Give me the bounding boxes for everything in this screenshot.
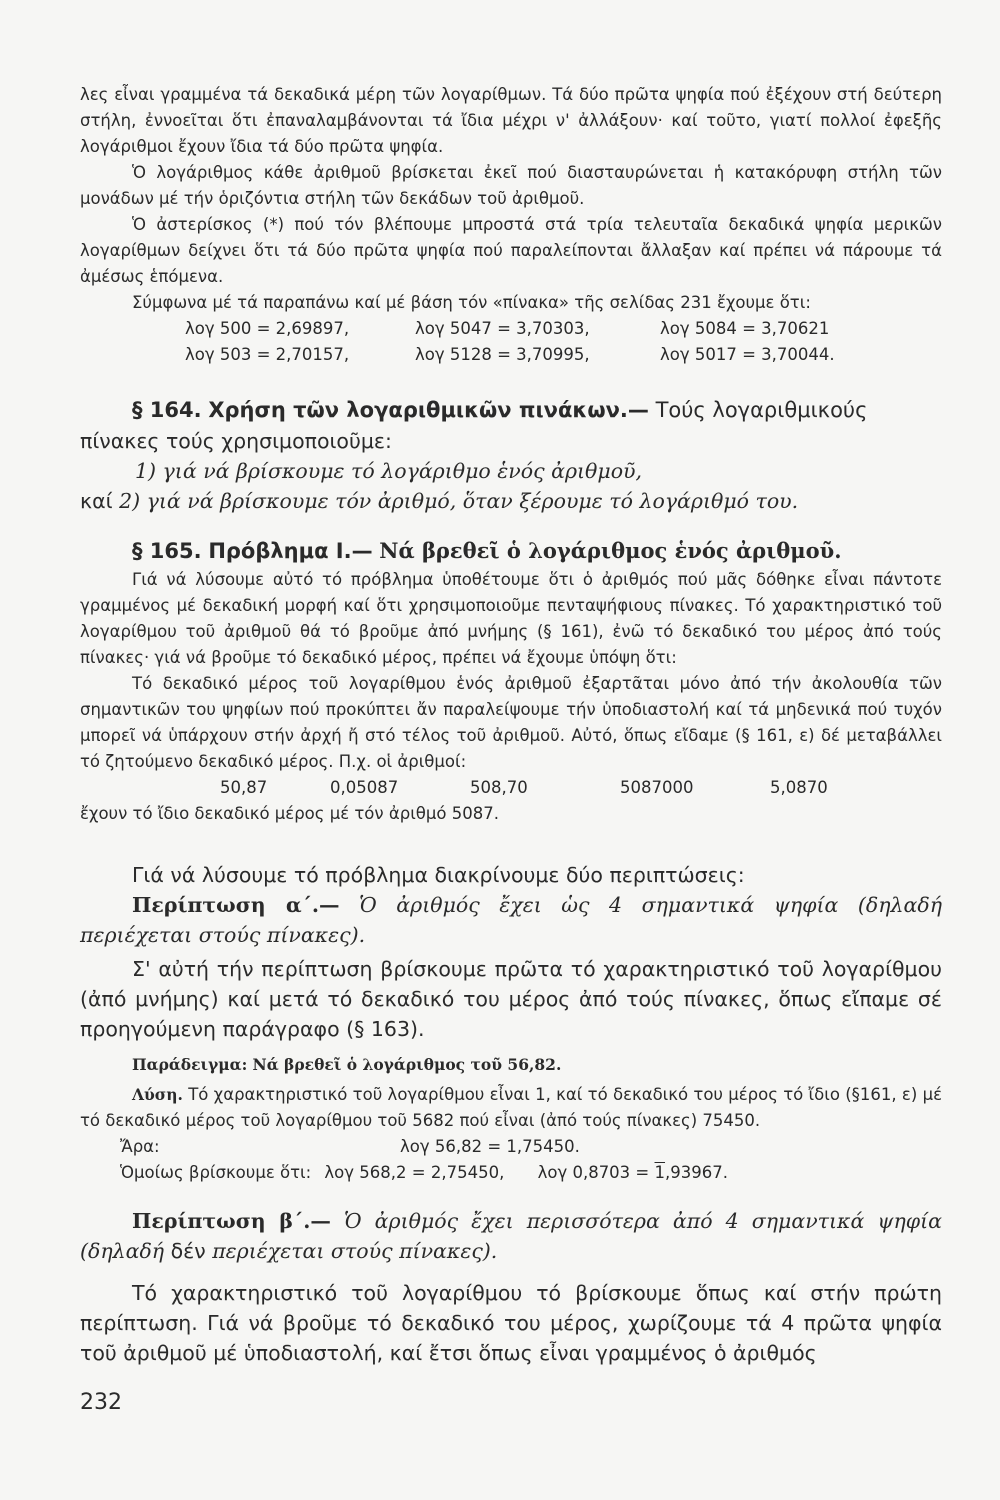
section-subtitle: Νά βρεθεῖ ὁ λογάριθμος ἑνός ἀριθμοῦ. (379, 538, 842, 563)
section-165 (80, 535, 942, 827)
text-block-top (80, 82, 942, 368)
example-numbers (80, 775, 942, 801)
log-example: λογ 500 = 2,69897, (185, 319, 350, 338)
conjunction: καί (80, 489, 113, 513)
case-b-text-1: Ὁ ἀριθμός ἔχει περισσότερα ἀπό 4 σημαντικά ψηφία (δηλαδή (80, 1209, 942, 1263)
paragraph-continuation: λες εἶναι γραμμένα τά δεκαδικά μέρη τῶν λογαρίθμων. Τά δύο πρῶτα ψηφία πού ἐξέχουν στή δεύτερη στήλη, ἐννοεῖται ὅτι ἐπαναλαμβάνονται τά ἴδια μέχρι ν' ἀλλάξουν· καί τοῦτο, γιατί πολλοί ἐφεξῆς λογάριθμοι ἔχουν ἴδια τά δύο πρῶτα ψηφία. (80, 85, 942, 156)
example-number: 5087000 (620, 778, 694, 797)
log-example: λογ 5017 = 3,70044. (660, 345, 835, 364)
section-number: § 164. (132, 398, 202, 422)
case-a-label: Περίπτωση α΄.— (132, 893, 340, 917)
section-164-heading (80, 394, 942, 426)
use-item-1: 1) γιά νά βρίσκουμε τό λογάριθμο ἑνός ἀριθμοῦ, (135, 459, 643, 483)
solution-label: Λύση. (132, 1085, 183, 1104)
similar-value-2-suffix: ,93967. (665, 1163, 728, 1182)
example-heading (80, 1052, 942, 1078)
example-block (80, 1052, 942, 1186)
case-b (80, 1206, 942, 1266)
paragraph-case-a: Σ' αὐτή τήν περίπτωση βρίσκουμε πρῶτα τό χαρακτηριστικό τοῦ λογαρίθμου (ἀπό μνήμης) καί μετά τό δεκαδικό του μέρος ἀπό τούς πίνακες, ὅπως εἴπαμε σέ προηγούμενη παράγραφο (§ 163). (80, 957, 942, 1041)
similar-value-2-prefix: λογ 0,8703 = (537, 1163, 650, 1182)
cases-block (80, 860, 942, 1044)
case-a (80, 890, 942, 950)
page-number: 232 (80, 1390, 122, 1415)
solution-text: Τό χαρακτηριστικό τοῦ λογαρίθμου εἶναι 1, καί τό δεκαδικό του μέρος τό ἴδιο (§161, ε) μέ τό δεκαδικό μέρος τοῦ λογαρίθμου τοῦ 5682 πού εἶναι (ἀπό τούς πίνακες) 75450. (80, 1085, 943, 1130)
paragraph-case-b: Τό χαρακτηριστικό τοῦ λογαρίθμου τό βρίσκουμε ὅπως καί στήν πρώτη περίπτωση. Γιά νά βροῦμε τό δεκαδικό του μέρος, χωρίζουμε τά 4 πρῶτα ψηφία τοῦ ἀριθμοῦ μέ ὑποδιαστολή, καί ἔτσι ὅπως εἶναι γραμμένος ὁ ἀριθμός (80, 1281, 942, 1365)
case-a-text: Ὁ ἀριθμός ἔχει ὡς 4 σημαντικά ψηφία (δηλαδή περιέχεται στούς πίνακες). (80, 893, 942, 947)
therefore-label: Ἄρα: (120, 1137, 160, 1156)
section-164 (80, 394, 942, 516)
use-item-2-text: 2) γιά νά βρίσκουμε τόν ἀριθμό, ὅταν ξέρουμε τό λογάριθμό του. (119, 489, 799, 513)
log-example: λογ 5084 = 3,70621 (660, 319, 830, 338)
section-text: Τούς λογαριθμικούς (655, 398, 868, 422)
paragraph-two-cases: Γιά νά λύσουμε τό πρόβλημα διακρίνουμε δύο περιπτώσεις: (132, 863, 745, 887)
section-164-text: πίνακες τούς χρησιμοποιοῦμε: (80, 429, 392, 453)
case-b-block (80, 1206, 942, 1368)
negative-characteristic: 1 (654, 1163, 666, 1182)
paragraph-decimal-part: Τό δεκαδικό μέρος τοῦ λογαρίθμου ἑνός ἀριθμοῦ ἐξαρτᾶται μόνο ἀπό τήν ἀκολουθία τῶν σημαντικῶν του ψηφίων πού προκύπτει ἄν παραλείψουμε τήν ὑποδιαστολή καί τά μηδενικά πού τυχόν μπορεῖ νά ὑπάρχουν στήν ἀρχή ἤ στό τέλος τοῦ ἀριθμοῦ. Αὐτό, ὅπως εἴδαμε (§ 161, ε) δέ μεταβάλλει τό ζητούμενο δεκαδικό μέρος. Π.χ. οἱ ἀριθμοί: (80, 674, 942, 771)
log-examples-row-1 (80, 316, 942, 342)
section-number: § 165. (132, 539, 202, 563)
paragraph-asterisk: Ὁ ἀστερίσκος (*) πού τόν βλέπουμε μπροστά στά τρία τελευταῖα δεκαδικά ψηφία μερικῶν λογαρίθμων δείχνει ὅτι τά δύο πρῶτα ψηφία πού παραλείπονται ἄλλαξαν καί πρέπει νά πάρουμε τά ἀμέσως ἑπόμενα. (80, 215, 942, 286)
paragraph-problem-intro: Γιά νά λύσουμε αὐτό τό πρόβλημα ὑποθέτουμε ὅτι ὁ ἀριθμός πού μᾶς δόθηκε εἶναι πάντοτε γραμμένος μέ δεκαδική μορφή καί ὅτι χρησιμοποιοῦμε πενταψήφιους πίνακες. Τό χαρακτηριστικό τοῦ λογαρίθμου τοῦ ἀριθμοῦ θά τό βροῦμε ἀπό μνήμης (§ 161), ἐνῶ τό δεκαδικό του μέρος ἀπό τούς πίνακες· γιά νά βροῦμε τό δεκαδικό μέρος, πρέπει νά ἔχουμε ὑπόψη ὅτι: (80, 570, 942, 667)
case-b-label: Περίπτωση β΄.— (132, 1209, 331, 1233)
example-number: 5,0870 (770, 778, 828, 797)
example-number: 0,05087 (330, 778, 399, 797)
similar-value-1: λογ 568,2 = 2,75450, (324, 1163, 505, 1182)
solution (80, 1082, 942, 1134)
example-number: 50,87 (220, 778, 268, 797)
paragraph-logarithm-location: Ὁ λογάριθμος κάθε ἀριθμοῦ βρίσκεται ἐκεῖ πού διασταυρώνεται ἡ κατακόρυφη στήλη τῶν μονάδων μέ τήν ὁριζόντια στήλη τῶν δεκάδων τοῦ ἀριθμοῦ. (80, 163, 942, 208)
example-number: 508,70 (470, 778, 528, 797)
similar-line (80, 1160, 942, 1186)
use-item-2 (80, 486, 942, 516)
case-b-text-2: περιέχεται στούς πίνακες). (205, 1239, 498, 1263)
section-165-heading (80, 535, 942, 567)
example-text: Νά βρεθεῖ ὁ λογάριθμος τοῦ 56,82. (252, 1055, 562, 1074)
log-example: λογ 5047 = 3,70303, (415, 319, 590, 338)
section-title: Χρήση τῶν λογαριθμικῶν πινάκων.— (208, 398, 649, 422)
paragraph-same-decimal: ἔχουν τό ἴδιο δεκαδικό μέρος μέ τόν ἀριθμό 5087. (80, 804, 499, 823)
result-value: λογ 56,82 = 1,75450. (400, 1137, 580, 1156)
example-label: Παράδειγμα: (132, 1055, 248, 1074)
similar-value-2 (538, 1163, 728, 1182)
log-example: λογ 5128 = 3,70995, (415, 345, 590, 364)
paragraph-according: Σύμφωνα μέ τά παραπάνω καί μέ βάση τόν «πίνακα» τῆς σελίδας 231 ἔχουμε ὅτι: (132, 293, 811, 312)
result-line (80, 1134, 942, 1160)
case-b-negation: δέν (170, 1239, 206, 1263)
log-examples-row-2 (80, 342, 942, 368)
section-title: Πρόβλημα Ι.— (208, 539, 373, 563)
log-example: λογ 503 = 2,70157, (185, 345, 350, 364)
similar-label: Ὁμοίως βρίσκουμε ὅτι: (120, 1163, 312, 1182)
